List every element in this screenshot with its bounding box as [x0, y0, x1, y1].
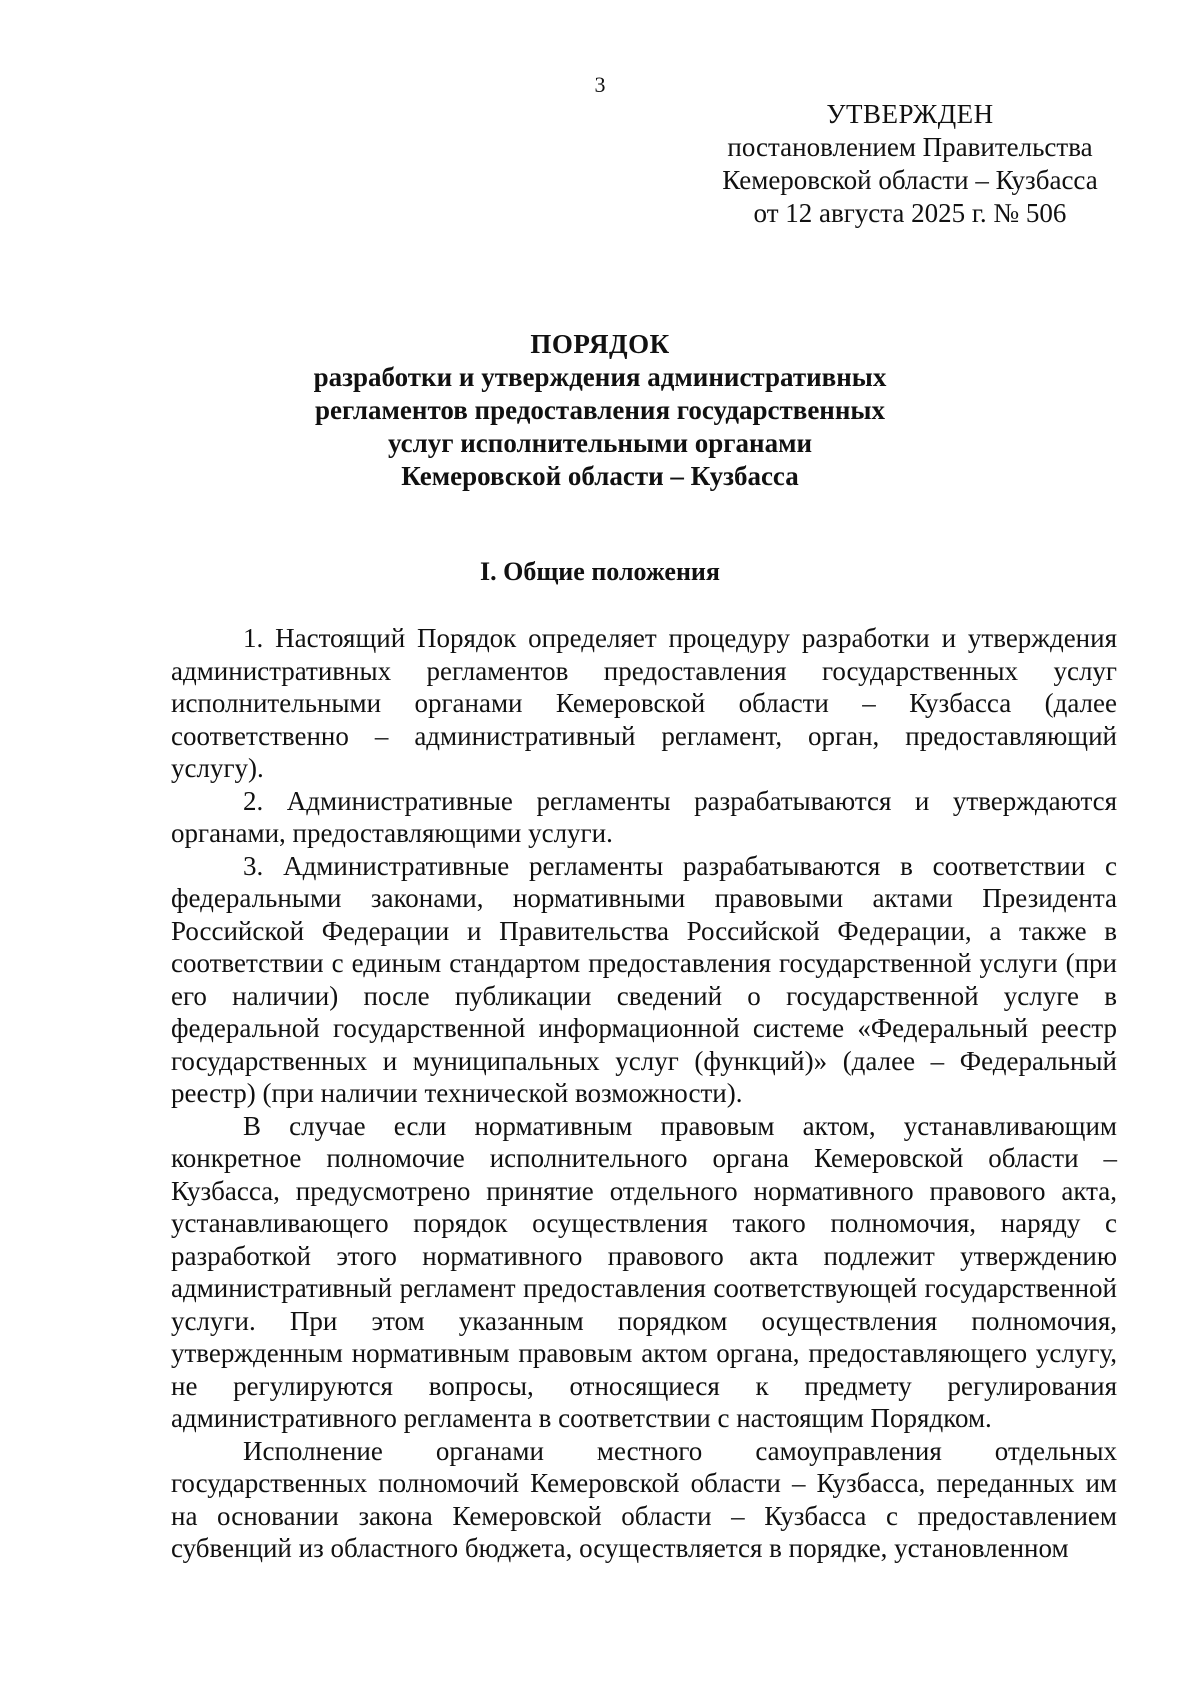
body-text	[171, 622, 1117, 1565]
approval-block	[690, 98, 1130, 230]
page-number: 3	[594, 72, 606, 97]
title-line: услуг исполнительными органами	[387, 428, 813, 458]
approval-line: Кемеровской области – Кузбасса	[722, 165, 1098, 195]
title-main: ПОРЯДОК	[530, 329, 670, 359]
paragraph: 1. Настоящий Порядок определяет процедуру разработки и утверждения административных регламентов предоставления государственных услуг исполнительными органами Кемеровской области – Кузбасса (далее соответственно – административный регламент, орган, предоставляющий услугу).	[171, 623, 1117, 783]
title-line: Кемеровской области – Кузбасса	[401, 461, 799, 491]
section-heading: I. Общие положения	[480, 557, 720, 586]
approval-line: постановлением Правительства	[727, 132, 1093, 162]
document-title	[200, 328, 1000, 493]
paragraph: Исполнение органами местного самоуправления отдельных государственных полномочий Кемеровской области – Кузбасса, переданных им на основании закона Кемеровской области – Кузбасса с предоставлением субвенций из областного бюджета, осуществляется в порядке, установленном	[171, 1435, 1117, 1563]
paragraph: 2. Административные регламенты разрабатываются и утверждаются органами, предоставляющими услуги.	[171, 785, 1117, 848]
paragraph: В случае если нормативным правовым актом, устанавливающим конкретное полномочие исполнительного органа Кемеровской области – Кузбасса, предусмотрено принятие отдельного нормативного правового акта, устанавливающего порядок осуществления такого полномочия, наряду с разработкой этого нормативного правового акта подлежит утверждению административный регламент предоставления соответствующей государственной услуги. При этом указанным порядком осуществления полномочия, утвержденным нормативным правовым актом органа, предоставляющего услугу, не регулируются вопросы, относящиеся к предмету регулирования административного регламента в соответствии с настоящим Порядком.	[171, 1110, 1117, 1433]
approval-date: от 12 августа 2025 г. № 506	[753, 198, 1067, 228]
paragraph: 3. Административные регламенты разрабатываются в соответствии с федеральными законами, нормативными правовыми актами Президента Российской Федерации и Правительства Российской Федерации, а также в соответствии с единым стандартом предоставления государственной услуги (при его наличии) после публикации сведений о государственной услуге в федеральной государственной информационной системе «Федеральный реестр государственных и муниципальных услуг (функций)» (далее – Федеральный реестр) (при наличии технической возможности).	[171, 850, 1117, 1108]
title-line: регламентов предоставления государственных	[315, 395, 885, 425]
approval-status: УТВЕРЖДЕН	[826, 99, 994, 129]
title-line: разработки и утверждения административных	[313, 362, 887, 392]
